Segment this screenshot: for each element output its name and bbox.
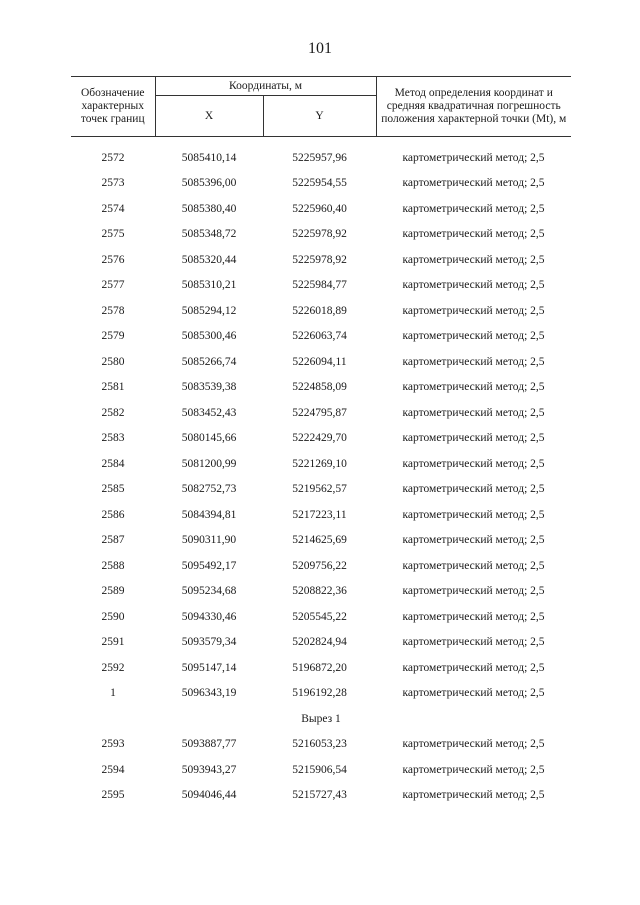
table-row xyxy=(71,349,571,375)
table-row xyxy=(71,604,571,630)
point-id-cell: 2592 xyxy=(101,661,125,674)
x-coordinate-cell: 5085300,46 xyxy=(181,330,237,343)
method-cell: картометрический метод; 2,5 xyxy=(402,738,545,751)
x-coordinate-cell: 5085266,74 xyxy=(181,355,237,368)
y-coordinate-cell: 5196192,28 xyxy=(292,687,347,700)
table-row xyxy=(71,222,571,248)
y-coordinate-cell: 5225960,40 xyxy=(292,202,347,215)
table-row xyxy=(71,137,571,171)
point-id-cell: 2585 xyxy=(101,483,125,496)
point-id-cell: 2584 xyxy=(101,457,125,470)
table-row xyxy=(71,528,571,554)
y-coordinate-cell: 5205545,22 xyxy=(292,610,347,623)
point-id-cell: 2580 xyxy=(101,355,125,368)
point-id-cell: 2575 xyxy=(101,228,125,241)
point-id-cell: 2572 xyxy=(101,151,125,164)
table-body xyxy=(71,137,571,809)
method-cell: картометрический метод; 2,5 xyxy=(402,432,545,445)
y-coordinate-cell: 5208822,36 xyxy=(292,585,347,598)
method-cell: картометрический метод; 2,5 xyxy=(402,763,545,776)
x-coordinate-cell: 5083539,38 xyxy=(181,381,237,394)
method-cell: картометрический метод; 2,5 xyxy=(402,789,545,802)
table-row xyxy=(71,732,571,758)
table-row xyxy=(71,502,571,528)
point-id-cell: 2590 xyxy=(101,610,125,623)
y-coordinate-cell: 5214625,69 xyxy=(292,534,347,547)
point-id-cell: 2591 xyxy=(101,636,125,649)
x-coordinate-cell: 5093579,34 xyxy=(181,636,237,649)
method-cell: картометрический метод; 2,5 xyxy=(402,253,545,266)
point-id-cell: 2595 xyxy=(101,789,125,802)
header-x: X xyxy=(155,96,263,137)
point-id-cell: 2576 xyxy=(101,253,125,266)
table-row xyxy=(71,426,571,452)
x-coordinate-cell: 5085310,21 xyxy=(181,279,237,292)
method-cell: картометрический метод; 2,5 xyxy=(402,151,545,164)
y-coordinate-cell: 5225978,92 xyxy=(292,253,347,266)
x-coordinate-cell: 5094330,46 xyxy=(181,610,237,623)
x-coordinate-cell: 5095492,17 xyxy=(181,559,237,572)
method-cell: картометрический метод; 2,5 xyxy=(402,534,545,547)
point-id-cell: 2594 xyxy=(101,763,125,776)
header-coordinates: Координаты, м xyxy=(155,77,376,96)
method-cell: картометрический метод; 2,5 xyxy=(402,585,545,598)
method-cell: картометрический метод; 2,5 xyxy=(402,636,545,649)
y-coordinate-cell: 5215727,43 xyxy=(292,789,347,802)
point-id-cell: 2586 xyxy=(101,508,125,521)
table-row xyxy=(71,477,571,503)
table-row xyxy=(71,553,571,579)
x-coordinate-cell: 5094046,44 xyxy=(181,789,237,802)
x-coordinate-cell: 5095147,14 xyxy=(181,661,237,674)
method-cell: картометрический метод; 2,5 xyxy=(402,406,545,419)
x-coordinate-cell: 5085410,14 xyxy=(181,151,237,164)
method-cell: картометрический метод; 2,5 xyxy=(402,330,545,343)
section-title: Вырез 1 xyxy=(301,712,341,725)
table-row xyxy=(71,579,571,605)
y-coordinate-cell: 5217223,11 xyxy=(292,508,347,521)
table-row xyxy=(71,451,571,477)
x-coordinate-cell: 5096343,19 xyxy=(181,687,237,700)
method-cell: картометрический метод; 2,5 xyxy=(402,610,545,623)
point-id-cell: 1 xyxy=(110,687,116,700)
point-id-cell: 2582 xyxy=(101,406,125,419)
y-coordinate-cell: 5216053,23 xyxy=(292,738,347,751)
x-coordinate-cell: 5080145,66 xyxy=(181,432,237,445)
y-coordinate-cell: 5225957,96 xyxy=(292,151,347,164)
method-cell: картометрический метод; 2,5 xyxy=(402,177,545,190)
table-row xyxy=(71,681,571,707)
point-id-cell: 2589 xyxy=(101,585,125,598)
x-coordinate-cell: 5095234,68 xyxy=(181,585,237,598)
method-cell: картометрический метод; 2,5 xyxy=(402,483,545,496)
table-row xyxy=(71,783,571,809)
method-cell: картометрический метод; 2,5 xyxy=(402,355,545,368)
x-coordinate-cell: 5085396,00 xyxy=(181,177,237,190)
method-cell: картометрический метод; 2,5 xyxy=(402,508,545,521)
x-coordinate-cell: 5093887,77 xyxy=(181,738,237,751)
y-coordinate-cell: 5221269,10 xyxy=(292,457,347,470)
section-row xyxy=(71,706,571,732)
x-coordinate-cell: 5085348,72 xyxy=(181,228,237,241)
y-coordinate-cell: 5226094,11 xyxy=(292,355,347,368)
x-coordinate-cell: 5085380,40 xyxy=(181,202,237,215)
point-id-cell: 2574 xyxy=(101,202,125,215)
x-coordinate-cell: 5090311,90 xyxy=(181,534,237,547)
point-id-cell: 2581 xyxy=(101,381,125,394)
table-row xyxy=(71,630,571,656)
method-cell: картометрический метод; 2,5 xyxy=(402,228,545,241)
table-row xyxy=(71,171,571,197)
point-id-cell: 2577 xyxy=(101,279,125,292)
y-coordinate-cell: 5225954,55 xyxy=(292,177,347,190)
table-row xyxy=(71,324,571,350)
header-point-designation: Обозначение характерных точек границ xyxy=(71,77,155,137)
y-coordinate-cell: 5202824,94 xyxy=(292,636,347,649)
y-coordinate-cell: 5219562,57 xyxy=(292,483,347,496)
method-cell: картометрический метод; 2,5 xyxy=(402,202,545,215)
y-coordinate-cell: 5226063,74 xyxy=(292,330,347,343)
header-y: Y xyxy=(263,96,376,137)
method-cell: картометрический метод; 2,5 xyxy=(402,687,545,700)
point-id-cell: 2583 xyxy=(101,432,125,445)
y-coordinate-cell: 5226018,89 xyxy=(292,304,347,317)
table-header xyxy=(71,77,571,137)
table-row xyxy=(71,196,571,222)
table-row xyxy=(71,247,571,273)
point-id-cell: 2587 xyxy=(101,534,125,547)
x-coordinate-cell: 5082752,73 xyxy=(181,483,237,496)
point-id-cell: 2578 xyxy=(101,304,125,317)
point-id-cell: 2579 xyxy=(101,330,125,343)
y-coordinate-cell: 5209756,22 xyxy=(292,559,347,572)
y-coordinate-cell: 5222429,70 xyxy=(292,432,347,445)
y-coordinate-cell: 5225984,77 xyxy=(292,279,347,292)
header-method: Метод определения координат и средняя квадратичная погрешность положения характерной точки (Мt), м xyxy=(376,77,571,137)
x-coordinate-cell: 5081200,99 xyxy=(181,457,237,470)
point-id-cell: 2573 xyxy=(101,177,125,190)
table-row xyxy=(71,757,571,783)
table-row xyxy=(71,655,571,681)
table-row xyxy=(71,375,571,401)
point-id-cell: 2588 xyxy=(101,559,125,572)
y-coordinate-cell: 5224795,87 xyxy=(292,406,347,419)
method-cell: картометрический метод; 2,5 xyxy=(402,661,545,674)
x-coordinate-cell: 5084394,81 xyxy=(181,508,237,521)
method-cell: картометрический метод; 2,5 xyxy=(402,381,545,394)
x-coordinate-cell: 5083452,43 xyxy=(181,406,237,419)
point-id-cell: 2593 xyxy=(101,738,125,751)
y-coordinate-cell: 5224858,09 xyxy=(292,381,347,394)
table-row xyxy=(71,400,571,426)
method-cell: картометрический метод; 2,5 xyxy=(402,279,545,292)
table-row xyxy=(71,298,571,324)
y-coordinate-cell: 5215906,54 xyxy=(292,763,347,776)
table-row xyxy=(71,273,571,299)
x-coordinate-cell: 5085294,12 xyxy=(181,304,237,317)
x-coordinate-cell: 5085320,44 xyxy=(181,253,237,266)
x-coordinate-cell: 5093943,27 xyxy=(181,763,237,776)
coordinates-table xyxy=(71,76,571,808)
method-cell: картометрический метод; 2,5 xyxy=(402,304,545,317)
page-number: 101 xyxy=(308,40,332,57)
method-cell: картометрический метод; 2,5 xyxy=(402,457,545,470)
method-cell: картометрический метод; 2,5 xyxy=(402,559,545,572)
y-coordinate-cell: 5196872,20 xyxy=(292,661,347,674)
y-coordinate-cell: 5225978,92 xyxy=(292,228,347,241)
